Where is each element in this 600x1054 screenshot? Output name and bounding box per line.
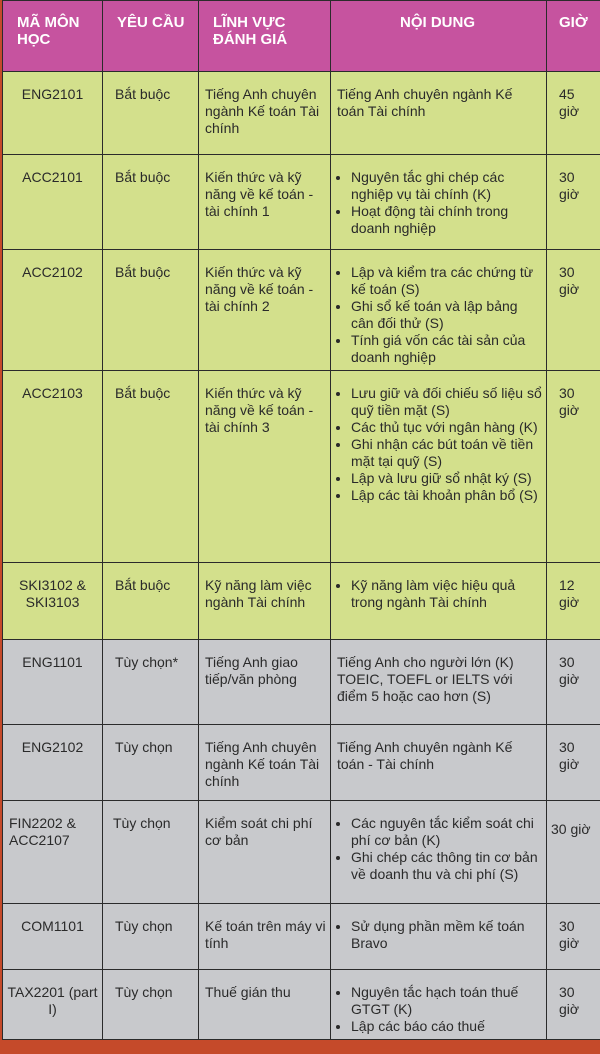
header-code: MÃ MÔN HỌC bbox=[3, 1, 103, 72]
content-item: • Lập và kiểm tra các chứng từ kế toán (S) bbox=[351, 264, 542, 298]
cell-code: FIN2202 & ACC2107 bbox=[3, 801, 103, 904]
cell-requirement: Tùy chọn* bbox=[103, 640, 199, 725]
cell-area: Tiếng Anh chuyên ngành Kế toán Tài chính bbox=[199, 725, 331, 801]
cell-area: Kiểm soát chi phí cơ bản bbox=[199, 801, 331, 904]
content-item: • Lập và lưu giữ sổ nhật ký (S) bbox=[351, 470, 542, 487]
cell-code: ACC2101 bbox=[3, 155, 103, 250]
cell-content bbox=[331, 250, 547, 371]
content-item: • Các nguyên tắc kiểm soát chi phí cơ bản (K) bbox=[351, 815, 542, 849]
cell-area: Kế toán trên máy vi tính bbox=[199, 904, 331, 970]
table-row bbox=[3, 155, 600, 250]
cell-area: Tiếng Anh giao tiếp/văn phòng bbox=[199, 640, 331, 725]
content-item: • Tính giá vốn các tài sản của doanh nghiệp bbox=[351, 332, 542, 366]
content-item: • Kỹ năng làm việc hiệu quả trong ngành Tài chính bbox=[351, 577, 542, 611]
cell-hours: 30 giờ bbox=[547, 155, 600, 250]
cell-content bbox=[331, 904, 547, 970]
cell-hours: 30 giờ bbox=[547, 371, 600, 563]
content-text: Tiếng Anh chuyên ngành Kế toán Tài chính bbox=[337, 86, 513, 119]
content-item: • Các thủ tục với ngân hàng (K) bbox=[351, 419, 542, 436]
header-area: LĨNH VỰC ĐÁNH GIÁ bbox=[199, 1, 331, 72]
cell-code: TAX2201 (part I) bbox=[3, 970, 103, 1040]
cell-requirement: Tùy chọn bbox=[103, 904, 199, 970]
cell-content bbox=[331, 371, 547, 563]
cell-content bbox=[331, 725, 547, 801]
cell-code: ENG2102 bbox=[3, 725, 103, 801]
cell-hours: 30 giờ bbox=[547, 250, 600, 371]
cell-requirement: Bắt buộc bbox=[103, 155, 199, 250]
cell-requirement: Tùy chọn bbox=[103, 725, 199, 801]
header-requirement: YÊU CẦU bbox=[103, 1, 199, 72]
content-item: • Nguyên tắc hạch toán thuế GTGT (K) bbox=[351, 984, 542, 1018]
table-row bbox=[3, 72, 600, 155]
table-row bbox=[3, 725, 600, 801]
content-item: • Hoạt động tài chính trong doanh nghiệp bbox=[351, 203, 542, 237]
cell-requirement: Bắt buộc bbox=[103, 563, 199, 640]
cell-code: SKI3102 & SKI3103 bbox=[3, 563, 103, 640]
cell-area: Kiến thức và kỹ năng về kế toán - tài chính 2 bbox=[199, 250, 331, 371]
cell-area: Thuế gián thu bbox=[199, 970, 331, 1040]
cell-code: ENG2101 bbox=[3, 72, 103, 155]
table-header-row bbox=[3, 1, 600, 72]
cell-requirement: Bắt buộc bbox=[103, 250, 199, 371]
content-item: • Nguyên tắc ghi chép các nghiệp vụ tài chính (K) bbox=[351, 169, 542, 203]
content-item: • Lập các báo cáo thuế bbox=[351, 1018, 542, 1035]
course-table-container bbox=[2, 0, 600, 1054]
content-item: • Ghi sổ kế toán và lập bảng cân đối thử (S) bbox=[351, 298, 542, 332]
table-row bbox=[3, 371, 600, 563]
course-table bbox=[2, 0, 600, 1040]
cell-hours: 30 giờ bbox=[547, 904, 600, 970]
content-text: Tiếng Anh chuyên ngành Kế toán - Tài chính bbox=[337, 739, 513, 772]
cell-hours: 12 giờ bbox=[547, 563, 600, 640]
cell-code: ACC2102 bbox=[3, 250, 103, 371]
cell-code: COM1101 bbox=[3, 904, 103, 970]
table-row bbox=[3, 640, 600, 725]
cell-hours: 30 giờ bbox=[547, 725, 600, 801]
cell-requirement: Bắt buộc bbox=[103, 371, 199, 563]
cell-content bbox=[331, 72, 547, 155]
content-item: • Ghi nhận các bút toán về tiền mặt tại quỹ (S) bbox=[351, 436, 542, 470]
table-row bbox=[3, 904, 600, 970]
table-row bbox=[3, 801, 600, 904]
cell-hours: 30 giờ bbox=[547, 970, 600, 1040]
cell-content bbox=[331, 640, 547, 725]
cell-code: ENG1101 bbox=[3, 640, 103, 725]
cell-area: Kỹ năng làm việc ngành Tài chính bbox=[199, 563, 331, 640]
cell-content bbox=[331, 801, 547, 904]
table-row bbox=[3, 970, 600, 1040]
cell-requirement: Tùy chọn bbox=[103, 970, 199, 1040]
cell-code: ACC2103 bbox=[3, 371, 103, 563]
content-item: • Sử dụng phần mềm kế toán Bravo bbox=[351, 918, 542, 952]
content-item: • Ghi chép các thông tin cơ bản về doanh thu và chi phí (S) bbox=[351, 849, 542, 883]
header-content: NỘI DUNG bbox=[331, 1, 547, 72]
cell-content bbox=[331, 155, 547, 250]
cell-area: Tiếng Anh chuyên ngành Kế toán Tài chính bbox=[199, 72, 331, 155]
cell-requirement: Tùy chọn bbox=[103, 801, 199, 904]
header-hours: GIỜ bbox=[547, 1, 600, 72]
cell-hours: 30 giờ bbox=[547, 801, 600, 904]
cell-requirement: Bắt buộc bbox=[103, 72, 199, 155]
content-item: • Lưu giữ và đối chiếu số liệu sổ quỹ tiền mặt (S) bbox=[351, 385, 542, 419]
cell-hours: 45 giờ bbox=[547, 72, 600, 155]
cell-hours: 30 giờ bbox=[547, 640, 600, 725]
cell-content bbox=[331, 563, 547, 640]
table-row bbox=[3, 250, 600, 371]
table-row bbox=[3, 563, 600, 640]
cell-area: Kiến thức và kỹ năng về kế toán - tài chính 1 bbox=[199, 155, 331, 250]
content-text: Tiếng Anh cho người lớn (K) TOEIC, TOEFL or IELTS với điểm 5 hoặc cao hơn (S) bbox=[337, 654, 514, 704]
content-item: • Lập các tài khoản phân bổ (S) bbox=[351, 487, 542, 504]
cell-area: Kiến thức và kỹ năng về kế toán - tài chính 3 bbox=[199, 371, 331, 563]
cell-content bbox=[331, 970, 547, 1040]
